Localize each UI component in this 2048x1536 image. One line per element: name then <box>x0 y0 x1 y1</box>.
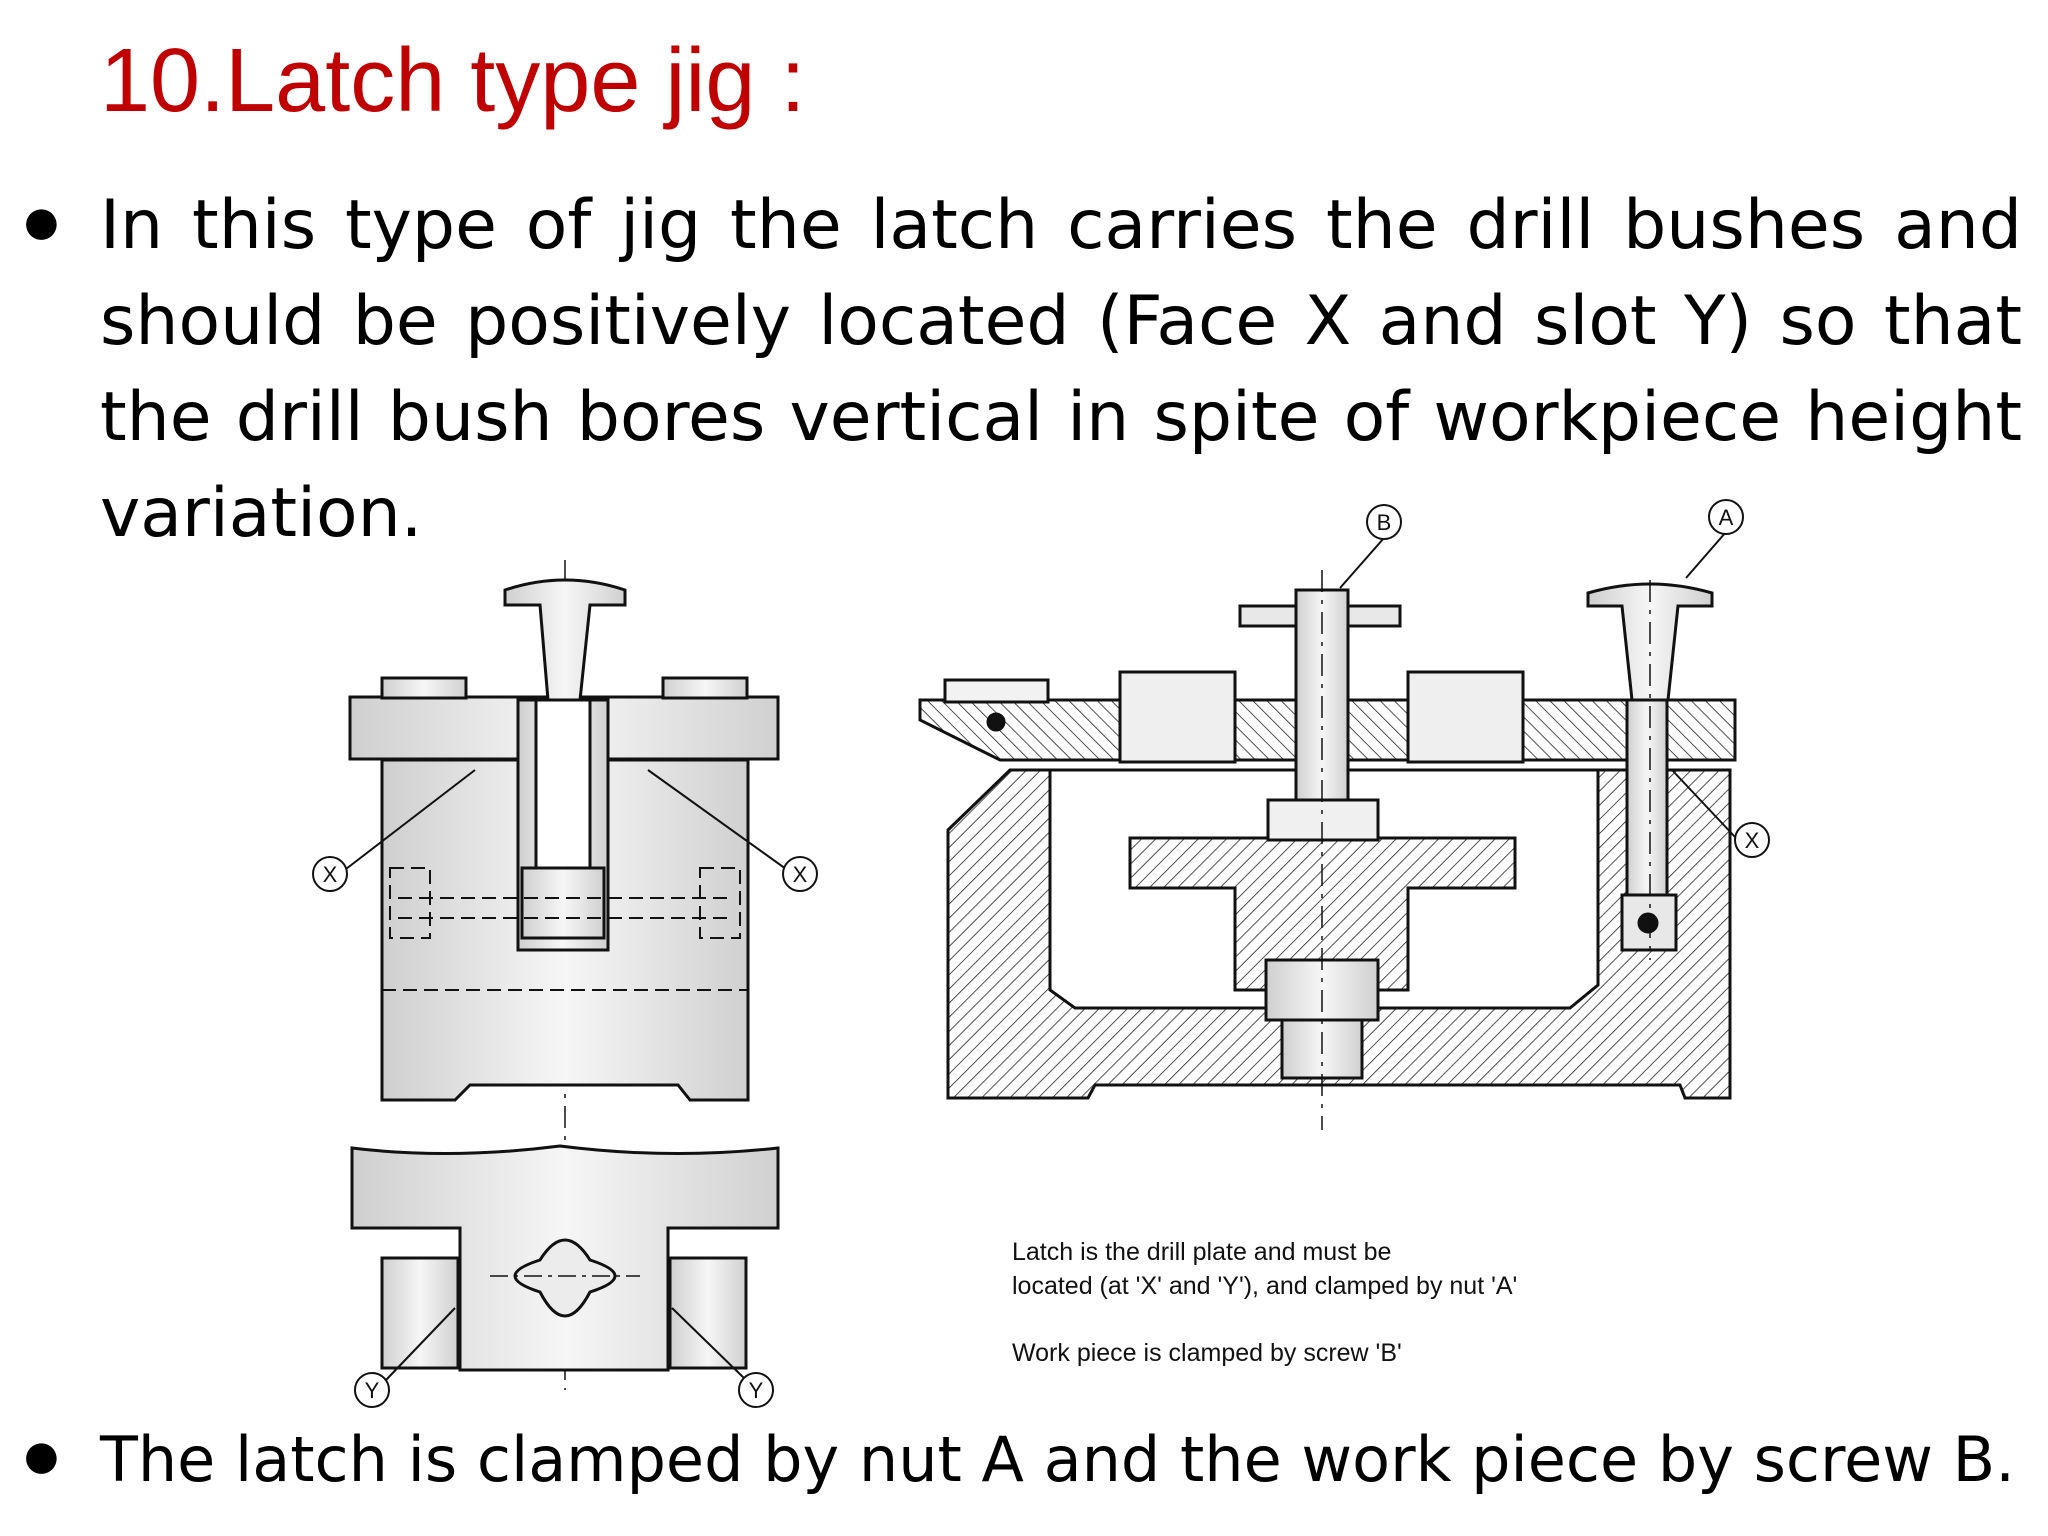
label-y-left: Y <box>364 1378 380 1403</box>
label-x-mid: X <box>792 862 808 887</box>
caption-line-3: Work piece is clamped by screw 'B' <box>1012 1339 1402 1367</box>
bullet-dot-icon: ● <box>24 1433 59 1479</box>
label-x-right: X <box>1744 828 1760 853</box>
label-x-left: X <box>322 862 338 887</box>
plan-view <box>352 1146 778 1370</box>
bullet-text-clamping: The latch is clamped by nut A and the work piece by screw B. <box>100 1423 2015 1496</box>
bullet-text-latch-description: In this type of jig the latch carries the drill bushes and should be positively located (Face X and slot Y) so that the drill bush bores vertical in spite of workpiece height variation. <box>100 186 2022 553</box>
caption-line-2: located (at 'X' and 'Y'), and clamped by nut 'A' <box>1012 1272 1518 1300</box>
label-b: B <box>1376 510 1392 535</box>
section-view <box>920 570 1735 1130</box>
bullet-dot-icon: ● <box>24 199 59 245</box>
label-y-right: Y <box>748 1378 764 1403</box>
slide-title: 10.Latch type jig : <box>100 31 806 131</box>
caption-line-1: Latch is the drill plate and must be <box>1012 1238 1392 1266</box>
label-a: A <box>1718 505 1734 530</box>
